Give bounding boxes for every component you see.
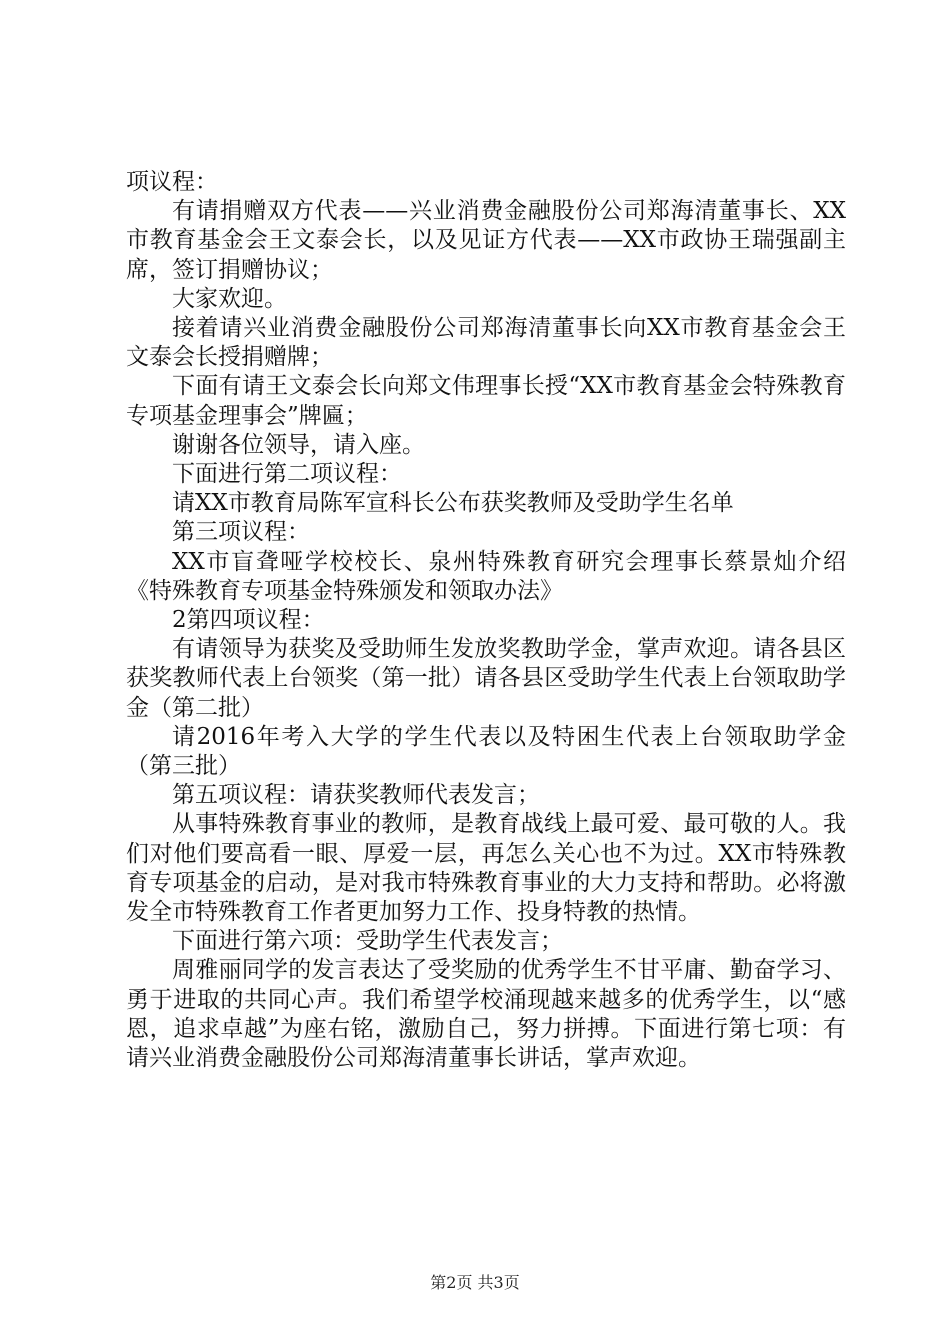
paragraph-student-speech: 周雅丽同学的发言表达了受奖励的优秀学生不甘平庸、勤奋学习、勇于进取的共同心声。我们希望学校涌现越来越多的优秀学生，以“感恩，追求卓越”为座右铭，激励自己，努力拼搏。下面进行第七项：有请兴业消费金融股份公司郑海清董事长讲话，掌声欢迎。 (126, 957, 846, 1072)
paragraph-teacher-praise: 从事特殊教育事业的教师，是教育战线上最可爱、最可敬的人。我们对他们要高看一眼、厚爱一层，再怎么关心也不为过。XX市特殊教育专项基金的启动，是对我市特殊教育事业的大力支持和帮助。必将激发全市特殊教育工作者更加努力工作、投身特教的热情。 (126, 811, 846, 926)
paragraph-donation-plaque: 接着请兴业消费金融股份公司郑海清董事长向XX市教育基金会王文泰会长授捐赠牌； (126, 315, 846, 371)
paragraph-council-plaque: 下面有请王文泰会长向郑文伟理事长授“XX市教育基金会特殊教育专项基金理事会”牌匾； (126, 373, 846, 429)
paragraph-agenda-2: 下面进行第二项议程： (172, 461, 402, 488)
paragraph-welcome: 大家欢迎。 (172, 285, 287, 312)
paragraph-agenda-intro: 项议程： (126, 169, 218, 195)
paragraph-agenda-4: 2第四项议程： (172, 607, 325, 634)
paragraph-agenda-5: 第五项议程：请获奖教师代表发言； (172, 782, 540, 809)
paragraph-agenda-3: 第三项议程： (172, 519, 310, 546)
page-footer: 第2页 共3页 (430, 1273, 520, 1292)
paragraph-award-distribution: 有请领导为获奖及受助师生发放奖教助学金，掌声欢迎。请各县区获奖教师代表上台领奖（第一批）请各县区受助学生代表上台领取助学金（第二批） (126, 636, 846, 721)
paragraph-introduce-method: XX市盲聋哑学校校长、泉州特殊教育研究会理事长蔡景灿介绍《特殊教育专项基金特殊颁发和领取办法》 (126, 548, 846, 604)
paragraph-signing: 有请捐赠双方代表——兴业消费金融股份公司郑海清董事长、XX市教育基金会王文泰会长，以及见证方代表——XX市政协王瑞强副主席，签订捐赠协议； (126, 198, 846, 283)
paragraph-agenda-6: 下面进行第六项：受助学生代表发言； (172, 928, 563, 955)
document-body (126, 168, 846, 1073)
paragraph-please-sit: 谢谢各位领导，请入座。 (172, 431, 425, 458)
paragraph-university-students: 请2016年考入大学的学生代表以及特困生代表上台领取助学金（第三批） (126, 723, 846, 780)
paragraph-announce-list: 请XX市教育局陈军宣科长公布获奖教师及受助学生名单 (172, 490, 734, 517)
